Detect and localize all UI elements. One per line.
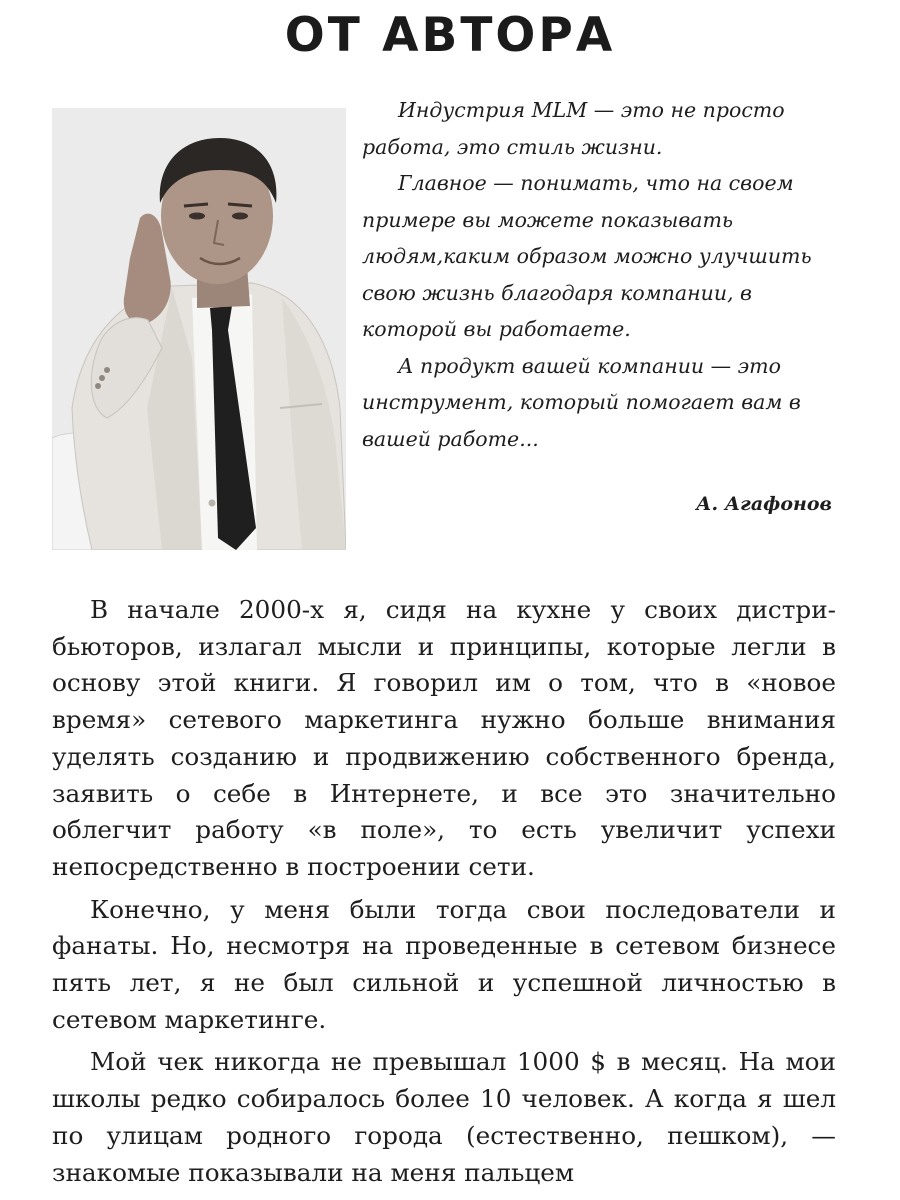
body-paragraph: Конечно, у меня были тогда свои последователи и фанаты. Но, несмотря на проведенные в сетевом бизнесе пять лет, я не был сильной и успешной личностью в сетевом маркетинге. bbox=[52, 894, 836, 1034]
page-title: ОТ АВТОРА bbox=[284, 8, 616, 63]
epigraph-paragraph: А продукт вашей компании — это инструмент, который помогает вам в вашей работе... bbox=[362, 353, 801, 451]
body-paragraph: В начале 2000-х я, сидя на кухне у своих дистрибьюторов, излагал мысли и принципы, которые легли в основу этой книги. Я говорил им о том, что в «новое время» сетевого маркетинга нужно больше внимания уделять созданию и продвижению собственного бренда, заявить о себе в Интернете, и все это значительно облегчит работу «в поле», то есть увеличит успехи непосредственно в построении сети. bbox=[52, 595, 836, 881]
epigraph-paragraph: Главное — понимать, что на своем примере вы можете показывать людям,каким образом можно улучшить свою жизнь благодаря компании, в которой вы работаете. bbox=[362, 171, 812, 341]
author-portrait-icon bbox=[52, 108, 346, 550]
epigraph-author: А. Агафонов bbox=[696, 493, 832, 515]
epigraph-paragraph: Индустрия MLM — это не просто работа, это стиль жизни. bbox=[362, 98, 785, 159]
epigraph bbox=[362, 92, 840, 457]
body-paragraph: Мой чек никогда не превышал 1000 $ в месяц. На мои школы редко собиралось более 10 человек. А когда я шел по улицам родного города (естественно, пешком), — знакомые показывали на меня пальцем bbox=[52, 1047, 836, 1187]
body-text bbox=[52, 592, 836, 1197]
author-photo bbox=[52, 108, 346, 550]
